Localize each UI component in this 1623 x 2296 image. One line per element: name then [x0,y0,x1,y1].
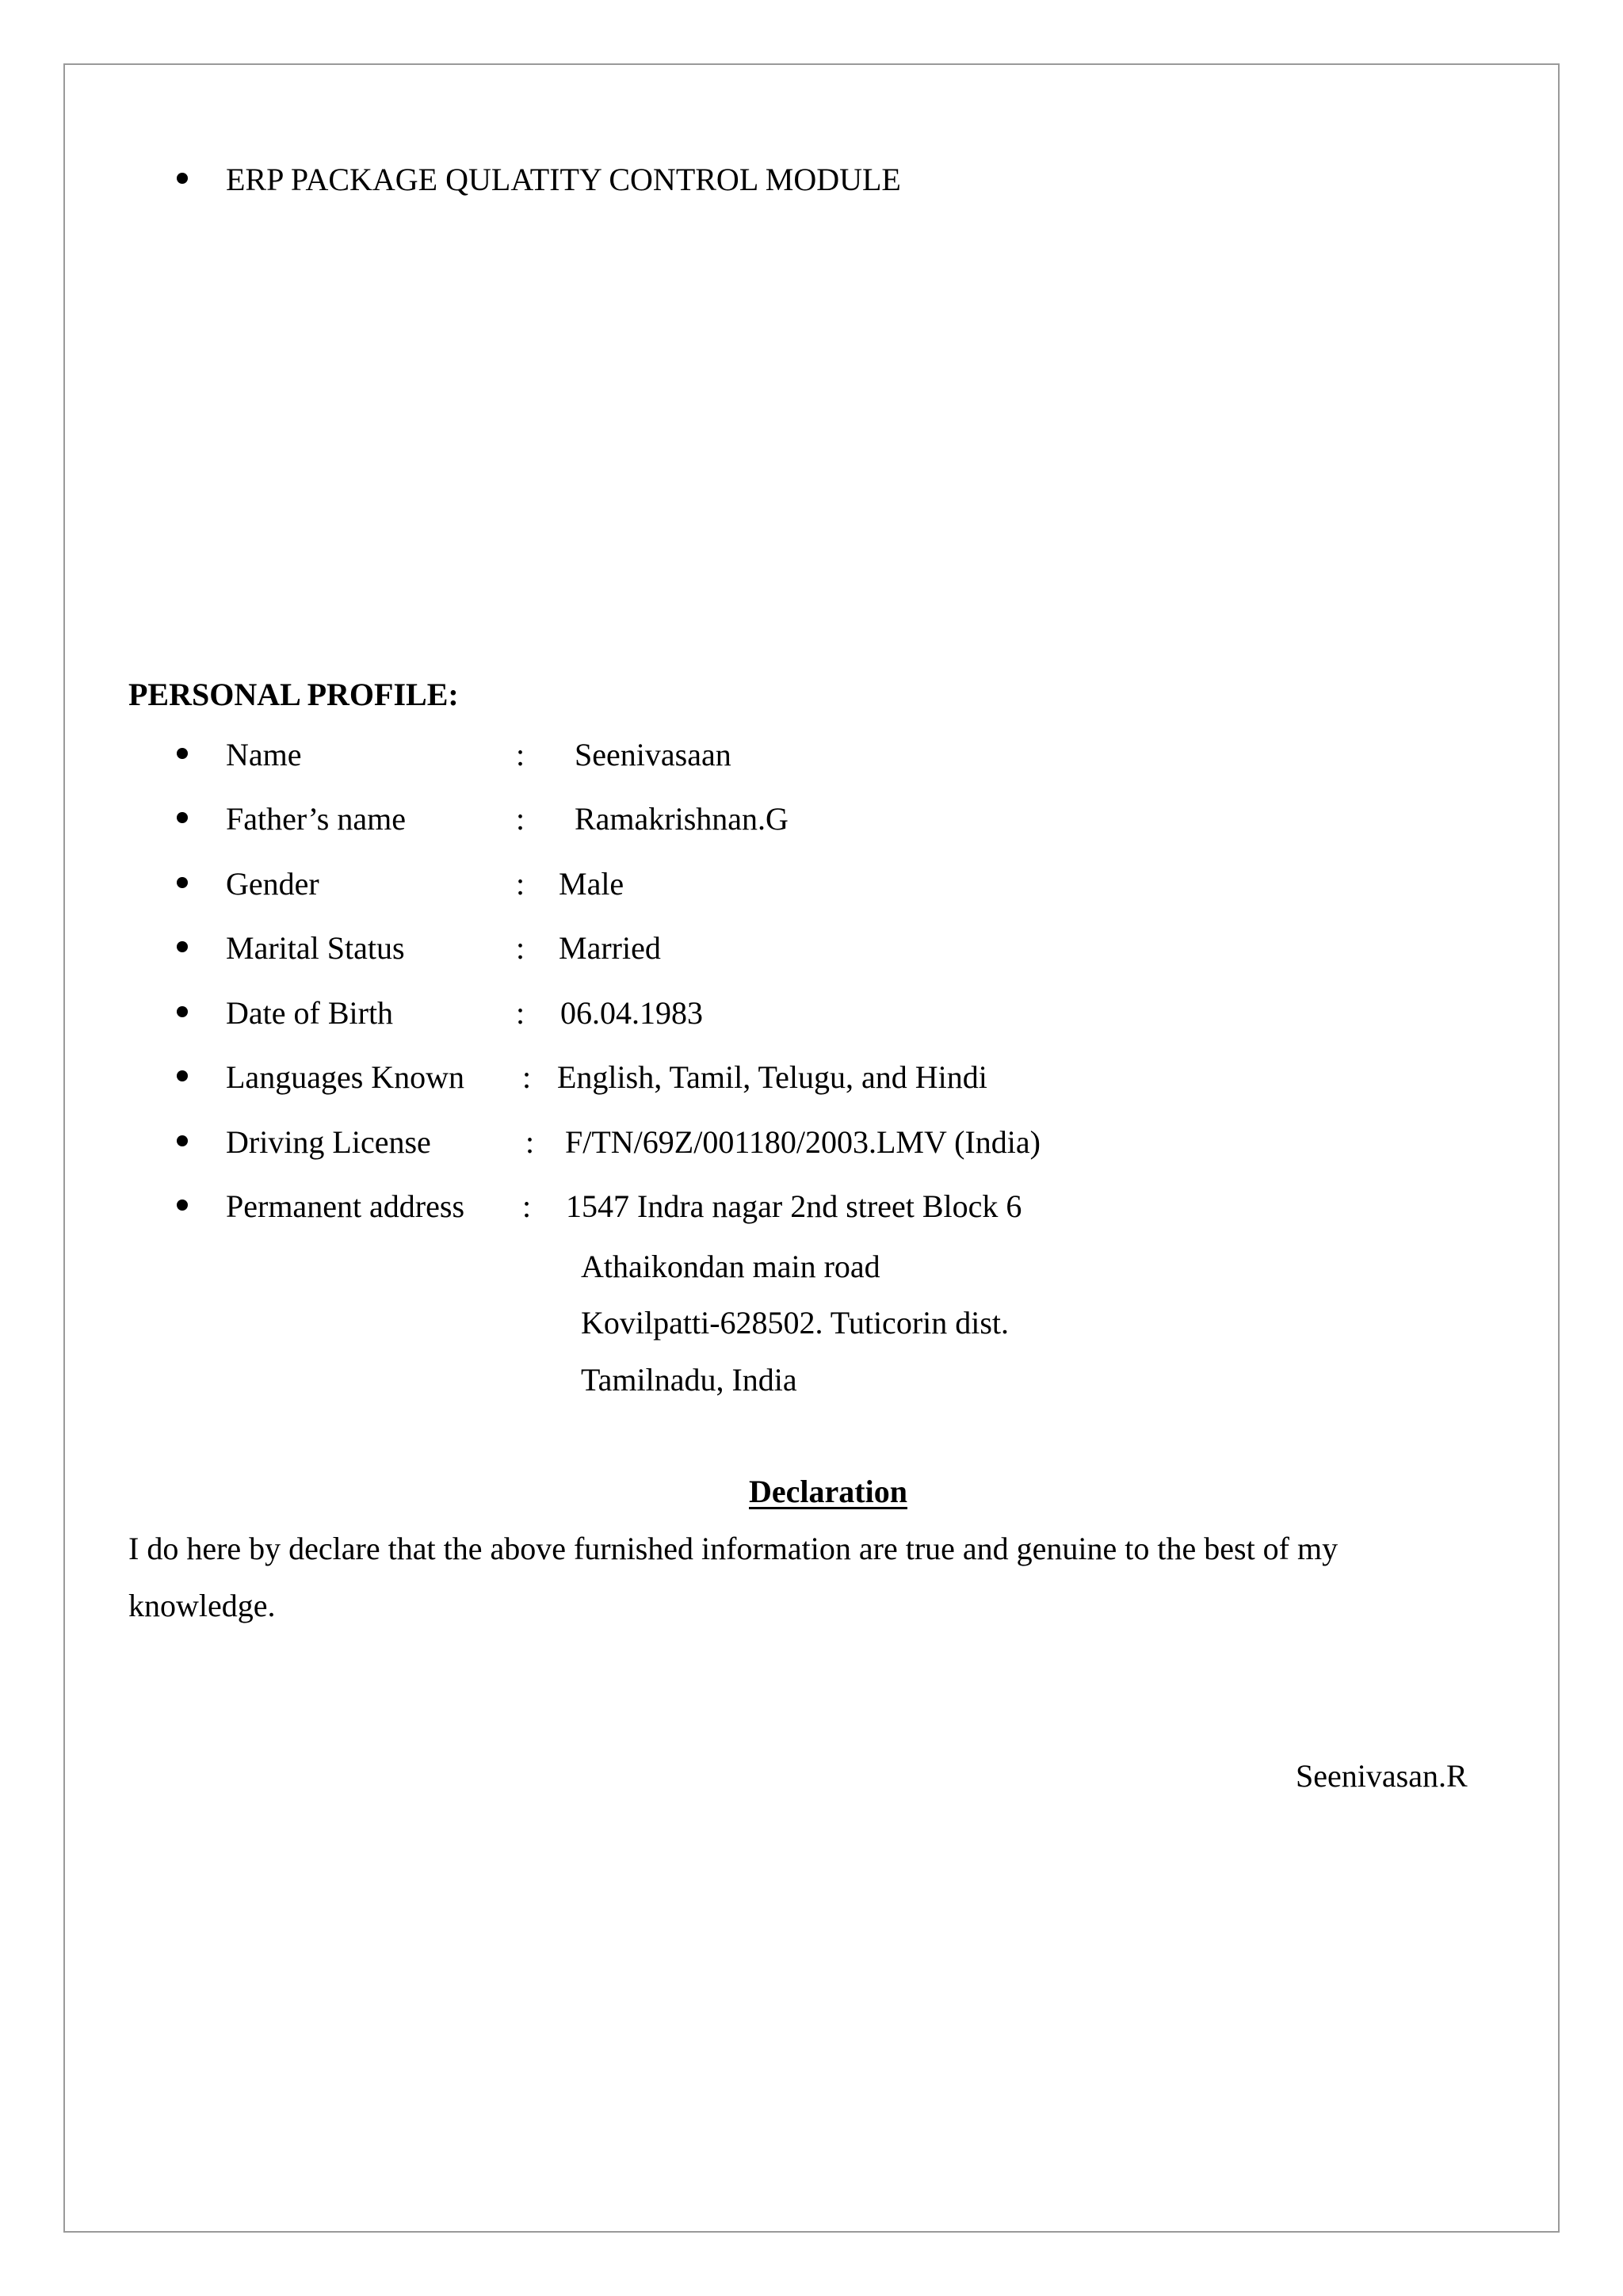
bullet-icon [177,941,188,952]
profile-label-name: Name [226,737,302,772]
profile-label-father: Father’s name [226,801,406,837]
profile-value-marital: Married [559,930,661,966]
signature-name: Seenivasan.R [1296,1758,1468,1794]
profile-label-license: Driving License [226,1124,431,1160]
profile-label-marital: Marital Status [226,930,405,966]
bullet-icon [177,173,188,184]
address-line-3: Kovilpatti-628502. Tuticorin dist. [581,1305,1010,1341]
bullet-icon [177,812,188,823]
bullet-icon [177,1135,188,1146]
profile-label-gender: Gender [226,866,319,902]
address-line-4: Tamilnadu, India [581,1362,797,1398]
profile-value-gender: Male [559,866,624,902]
profile-colon: : [525,1124,535,1160]
profile-colon: : [522,1188,532,1224]
declaration-text-line-1: I do here by declare that the above furnished information are true and genuine to the best of my [128,1531,1338,1566]
bullet-icon [177,748,188,759]
bullet-icon [177,877,188,888]
profile-value-dob: 06.04.1983 [560,995,703,1031]
profile-colon: : [516,737,525,772]
profile-label-dob: Date of Birth [226,995,394,1031]
profile-colon: : [516,801,525,837]
profile-colon: : [516,866,525,902]
profile-value-name: Seenivasaan [575,737,731,772]
profile-value-address: 1547 Indra nagar 2nd street Block 6 [566,1188,1022,1224]
declaration-title: Declaration [749,1474,907,1509]
bullet-icon [177,1006,188,1017]
profile-value-license: F/TN/69Z/001180/2003.LMV (India) [565,1124,1041,1160]
profile-colon: : [516,930,525,966]
profile-value-father: Ramakrishnan.G [575,801,789,837]
profile-colon: : [522,1059,532,1095]
address-line-2: Athaikondan main road [581,1249,880,1284]
profile-value-languages: English, Tamil, Telugu, and Hindi [557,1059,987,1095]
profile-label-languages: Languages Known [226,1059,465,1095]
bullet-icon [177,1070,188,1081]
declaration-text-line-2: knowledge. [128,1588,276,1623]
erp-module-item: ERP PACKAGE QULATITY CONTROL MODULE [226,162,901,197]
profile-colon: : [516,995,525,1031]
personal-profile-heading: PERSONAL PROFILE: [128,677,459,712]
profile-label-address: Permanent address [226,1188,465,1224]
bullet-icon [177,1199,188,1211]
